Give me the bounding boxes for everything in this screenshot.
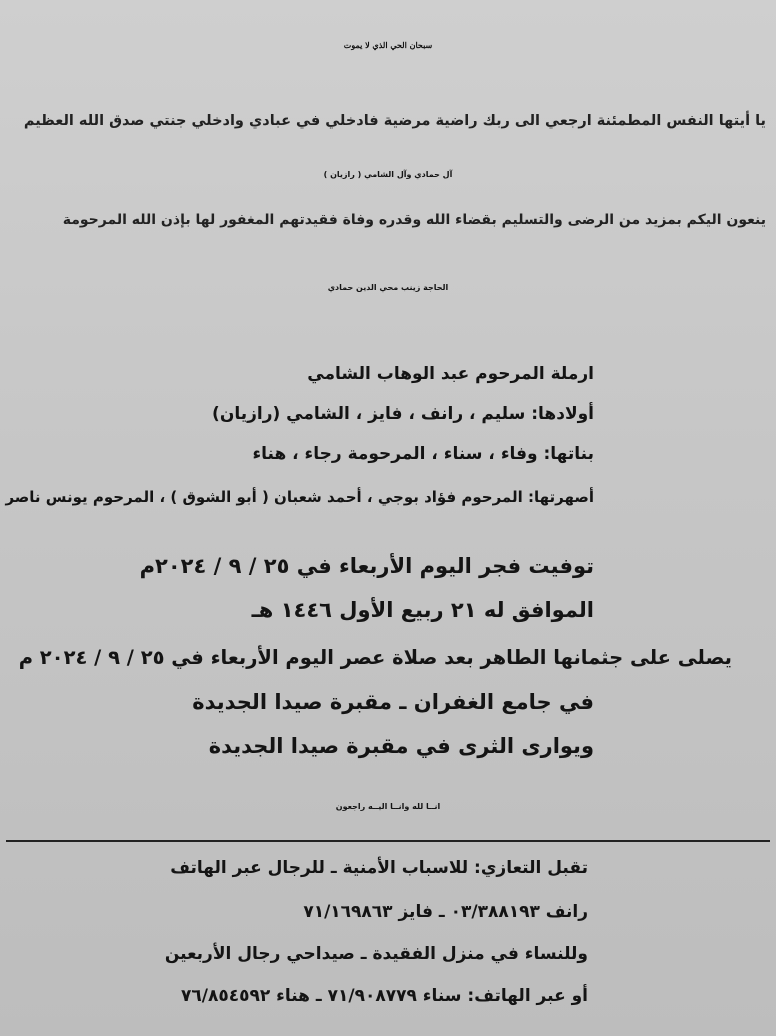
quran-verse: يا أيتها النفس المطمئنة ارجعي الى ربك راضية مرضية فادخلي في عبادي وادخلي جنتي صدق الله العظيم: [23, 113, 766, 129]
daughters-line: بناتها: وفاء ، سناء ، المرحومة رجاء ، هناء: [252, 444, 594, 464]
burial-line: ويوارى الثرى في مقبرة صيدا الجديدة: [208, 734, 594, 758]
family-name-heading: آل حمادي وآل الشامي ( رازيان ): [323, 170, 453, 179]
hijri-date-line: الموافق له ٢١ ربيع الأول ١٤٤٦ هـ: [251, 598, 594, 622]
widow-of-line: ارملة المرحوم عبد الوهاب الشامي: [307, 364, 594, 384]
deceased-name: الحاجة زينب محي الدين حمادي: [327, 283, 449, 292]
sons-in-law-line: أصهرتها: المرحوم فؤاد بوجي ، أحمد شعبان ( أبو الشوق ) ، المرحوم يونس ناصر: [5, 488, 594, 506]
men-phone-numbers: رانف ٠٣/٣٨٨١٩٣ ـ فايز ٧١/١٦٩٨٦٣: [303, 902, 588, 922]
sons-line: أولادها: سليم ، رانف ، فايز ، الشامي (رازيان): [212, 404, 594, 424]
funeral-prayer-line: يصلى على جثمانها الطاهر بعد صلاة عصر اليوم الأربعاء في ٢٥ / ٩ / ٢٠٢٤ م: [18, 646, 732, 669]
divider-line: [6, 840, 770, 842]
death-date-line: توفيت فجر اليوم الأربعاء في ٢٥ / ٩ / ٢٠٢٤م: [139, 554, 594, 578]
condolences-intro: تقبل التعازي: للاسباب الأمنية ـ للرجال عبر الهاتف: [170, 858, 588, 878]
quran-closing: انــا لله وانــا اليــه راجعون: [335, 802, 441, 811]
women-condolences-location: وللنساء في منزل الفقيدة ـ صيداحي رجال الأربعين: [164, 944, 588, 964]
calligraphy-header: سبحان الحي الذي لا يموت: [343, 40, 433, 50]
death-announcement: ينعون اليكم بمزيد من الرضى والتسليم بقضاء الله وقدره وفاة فقيدتهم المغفور لها بإذن الله المرحومة: [62, 212, 766, 228]
women-phone-numbers: أو عبر الهاتف: سناء ٧١/٩٠٨٧٧٩ ـ هناء ٧٦/٨٥٤٥٩٢: [181, 986, 588, 1006]
mosque-line: في جامع الغفران ـ مقبرة صيدا الجديدة: [192, 690, 594, 714]
